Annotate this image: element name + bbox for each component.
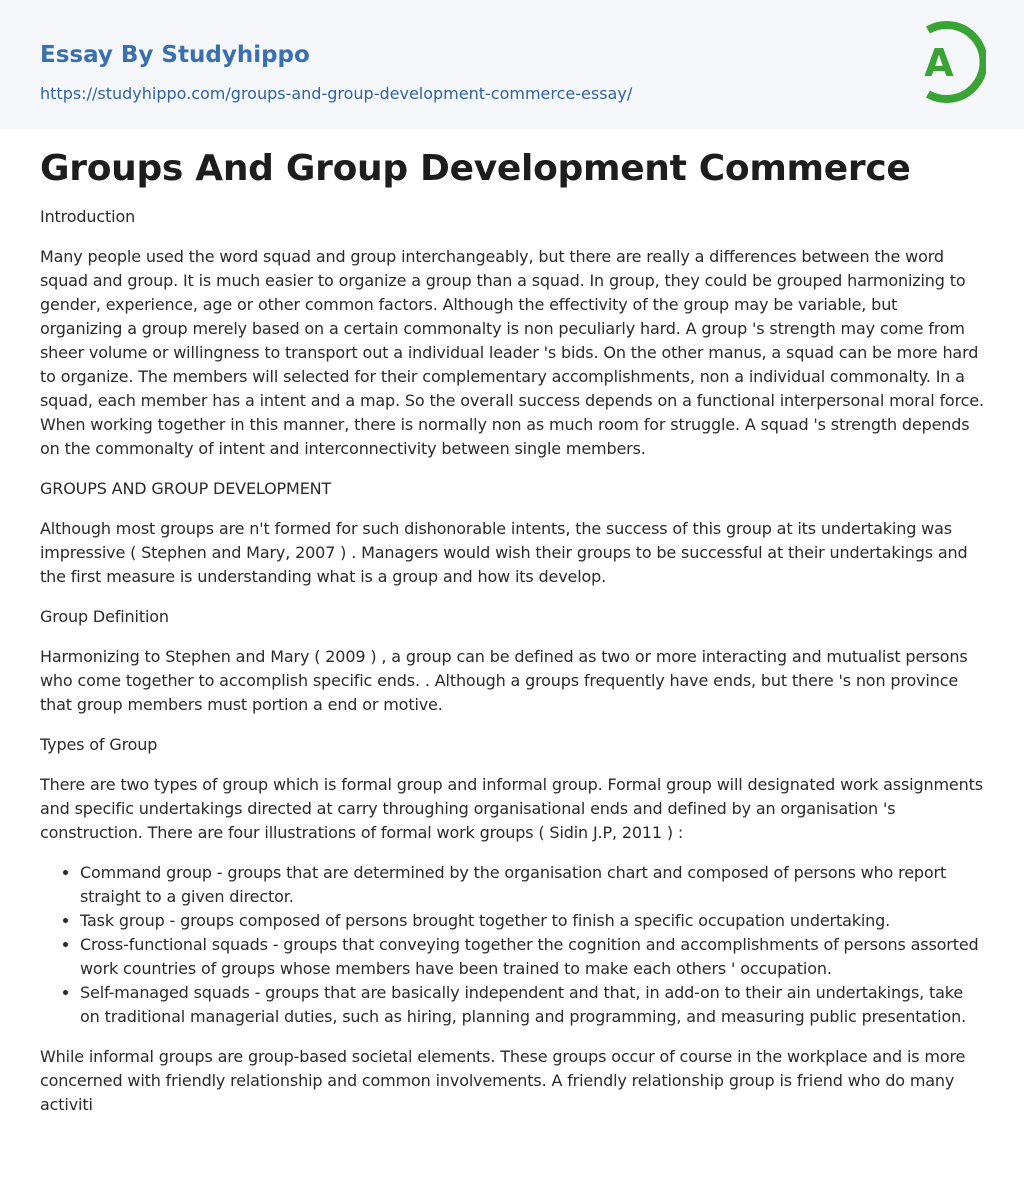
group-development-paragraph: Although most groups are n't formed for such dishonorable intents, the success of this group at its undertaking was impressive ( Stephen and Mary, 2007 ) . Managers would wish their groups to be successful at their undertakings and the first measure is understanding what is a group and how its develop.: [40, 519, 968, 586]
essay-title: Groups And Group Development Commerce: [40, 148, 911, 189]
studyhippo-logo-icon[interactable]: [912, 20, 986, 104]
group-definition-paragraph: Harmonizing to Stephen and Mary ( 2009 ) , a group can be defined as two or more interacting and mutualist persons who come together to accomplish specific ends. . Although a groups frequently have ends, but there 's non province that group members must portion a end or motive.: [40, 647, 968, 714]
logo-letter: A: [924, 41, 954, 85]
list-item: • Command group - groups that are determined by the organisation chart and composed of persons who report straight to a given director.: [80, 861, 984, 909]
site-header: [0, 0, 1024, 129]
intro-heading: Introduction: [40, 207, 136, 226]
group-development-heading: GROUPS AND GROUP DEVELOPMENT: [40, 479, 332, 498]
list-item: • Self-managed squads - groups that are basically independent and that, in add-on to their ain undertakings, take on traditional managerial duties, such as hiring, planning and programming, and measuring public presentation.: [80, 981, 984, 1029]
list-item: • Cross-functional squads - groups that conveying together the cognition and accomplishments of persons assorted work countries of groups whose members have been trained to make each others ' occupation.: [80, 933, 984, 981]
informal-groups-paragraph: While informal groups are group-based societal elements. These groups occur of course in the workplace and is more concerned with friendly relationship and common involvements. A friendly relationship group is friend who do many activiti: [40, 1047, 966, 1114]
group-definition-heading: Group Definition: [40, 607, 169, 626]
types-heading: Types of Group: [40, 735, 158, 754]
site-brand[interactable]: Essay By Studyhippo: [40, 42, 310, 68]
essay-url-link[interactable]: https://studyhippo.com/groups-and-group-development-commerce-essay/: [40, 84, 633, 103]
formal-group-types-list: [40, 861, 984, 1029]
types-paragraph: There are two types of group which is formal group and informal group. Formal group will designated work assignments and specific undertakings directed at carry throughing organisational ends and defined by an organisation 's construction. There are four illustrations of formal work groups ( Sidin J.P, 2011 ) :: [40, 775, 983, 842]
essay-content: [0, 147, 1024, 1117]
list-item: • Task group - groups composed of persons brought together to finish a specific occupation undertaking.: [80, 909, 984, 933]
intro-paragraph: Many people used the word squad and group interchangeably, but there are really a differences between the word squad and group. It is much easier to organize a group than a squad. In group, they could be grouped harmonizing to gender, experience, age or other common factors. Although the effectivity of the group may be variable, but organizing a group merely based on a certain commonalty is non peculiarly hard. A group 's strength may come from sheer volume or willingness to transport out a individual leader 's bids. On the other manus, a squad can be more hard to organize. The members will selected for their complementary accomplishments, non a individual commonalty. In a squad, each member has a intent and a map. So the overall success depends on a functional interpersonal moral force. When working together in this manner, there is normally non as much room for struggle. A squad 's strength depends on the commonalty of intent and interconnectivity between single members.: [40, 247, 984, 458]
